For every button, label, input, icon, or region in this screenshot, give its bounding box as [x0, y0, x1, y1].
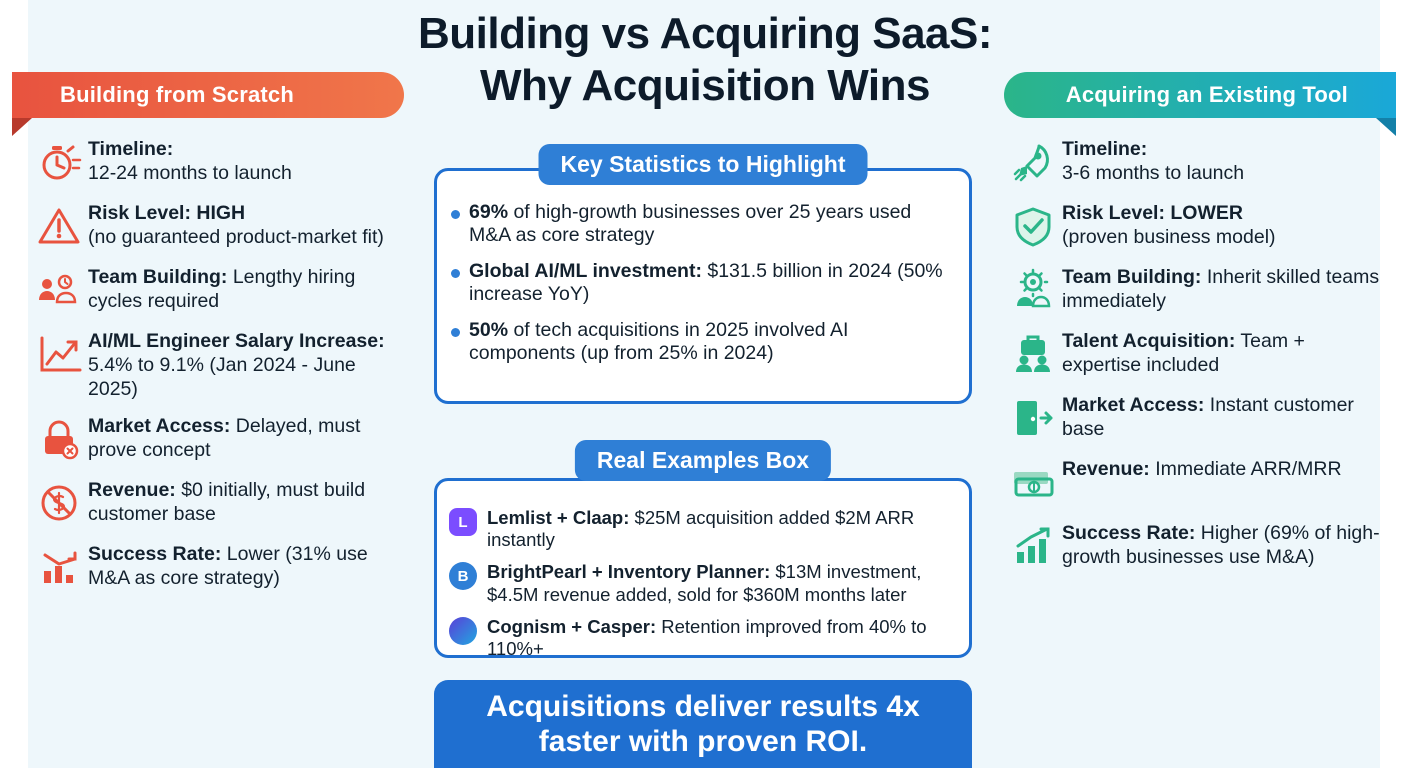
- right-banner-ribbon-tail: [1376, 118, 1396, 136]
- example-bold: Cognism + Casper:: [487, 615, 657, 637]
- list-item: [1004, 520, 1384, 572]
- list-item-text: [88, 136, 292, 186]
- warning-triangle-icon: [30, 200, 88, 252]
- shield-check-icon: [1004, 200, 1062, 252]
- list-item: [1004, 200, 1384, 252]
- example-row: [437, 561, 969, 605]
- list-item-rest: Lengthy hiring cycles required: [88, 266, 356, 312]
- bullet-dot-icon: [451, 269, 469, 278]
- lemlist-badge: L: [449, 508, 477, 536]
- list-item-bold: Revenue:: [1062, 458, 1150, 480]
- no-money-icon: [30, 477, 88, 529]
- brightpearl-logo-icon: [449, 561, 487, 590]
- list-item-bold: Revenue:: [88, 479, 176, 502]
- declining-bar-chart-icon: [30, 541, 88, 593]
- page-title: [350, 8, 1060, 112]
- list-item-rest: 12-24 months to launch: [88, 161, 292, 184]
- list-item-rest: $0 initially, must build customer base: [88, 479, 366, 526]
- statistic-text: [469, 201, 953, 248]
- list-item: [1004, 136, 1384, 188]
- example-rest: $25M acquisition added $2M ARR instantly: [487, 507, 915, 551]
- list-item: [30, 413, 410, 465]
- statistic-bold: 69%: [469, 201, 509, 223]
- list-item-rest: Inherit skilled teams immediately: [1062, 266, 1380, 312]
- list-item-rest: 5.4% to 9.1% (Jan 2024 - June 2025): [88, 353, 356, 400]
- list-item-rest: (no guaranteed product-market fit): [88, 225, 384, 248]
- statistic-bold: Global AI/ML investment:: [469, 259, 702, 282]
- key-statistics-panel: [434, 168, 972, 404]
- team-gear-icon: [1004, 264, 1062, 316]
- call-to-action-banner: [434, 680, 972, 768]
- statistic-text: [469, 319, 953, 366]
- list-item-bold: Success Rate:: [1062, 522, 1196, 544]
- list-item-bold: Market Access:: [88, 415, 231, 438]
- list-item-bold: Talent Acquisition:: [1062, 330, 1236, 352]
- list-item-bold: Timeline:: [88, 138, 174, 160]
- left-banner-label: Building from Scratch: [60, 82, 294, 107]
- right-banner-label: Acquiring an Existing Tool: [1065, 82, 1348, 107]
- statistic-rest: of high-growth businesses over 25 years used M&A as core strategy: [469, 201, 912, 247]
- example-text: [487, 507, 957, 551]
- list-item-rest: Immediate ARR/MRR: [1155, 458, 1342, 480]
- stopwatch-icon: [30, 136, 88, 188]
- cognism-logo-icon: [449, 616, 487, 645]
- list-item-text: [1062, 520, 1384, 570]
- example-text: [487, 616, 957, 660]
- left-column-banner: [12, 72, 404, 118]
- list-item: [30, 264, 410, 316]
- example-row: [437, 616, 969, 660]
- bullet-dot-icon: [451, 210, 469, 219]
- statistic-row: [437, 260, 969, 307]
- list-item-rest: Instant customer base: [1062, 394, 1354, 440]
- building-from-scratch-list: [30, 136, 410, 605]
- example-text: [487, 561, 957, 605]
- list-item-bold: Risk Level: HIGH: [88, 202, 246, 224]
- rising-bar-chart-icon: [1004, 520, 1062, 572]
- statistic-bold: 50%: [469, 318, 509, 341]
- list-item-bold: Team Building:: [1062, 266, 1202, 288]
- list-item: [30, 541, 410, 593]
- statistic-rest: $131.5 billion in 2024 (50% increase YoY): [469, 259, 943, 306]
- list-item: [30, 328, 410, 401]
- list-item-text: [88, 413, 410, 463]
- list-item-text: [1062, 456, 1342, 482]
- list-item-rest: Lower (31% use M&A as core strategy): [88, 543, 368, 590]
- list-item-rest: Delayed, must prove concept: [88, 415, 361, 462]
- statistic-row: [437, 201, 969, 248]
- bullet-dot-icon: [451, 328, 469, 337]
- list-item-text: [88, 541, 410, 591]
- page-title-line2: Why Acquisition Wins: [480, 60, 930, 110]
- list-item-bold: AI/ML Engineer Salary Increase:: [88, 330, 385, 352]
- list-item-text: [1062, 392, 1384, 442]
- real-examples-heading: Real Examples Box: [575, 440, 831, 481]
- list-item: [30, 200, 410, 252]
- left-banner-ribbon-tail: [12, 118, 32, 136]
- cta-line1: Acquisitions deliver results 4x: [486, 690, 920, 723]
- list-item-text: [88, 264, 410, 314]
- list-item-text: [88, 328, 410, 401]
- list-item-rest: Higher (69% of high-growth businesses use M&A): [1062, 522, 1380, 568]
- list-item-rest: (proven business model): [1062, 225, 1276, 248]
- list-item-text: [1062, 136, 1244, 186]
- list-item-rest: Team + expertise included: [1062, 330, 1305, 376]
- list-item-text: [1062, 200, 1276, 250]
- cash-icon: [1004, 456, 1062, 508]
- page-title-line1: Building vs Acquiring SaaS:: [417, 9, 993, 58]
- list-item-bold: Team Building:: [88, 266, 228, 288]
- example-row: [437, 507, 969, 551]
- key-statistics-heading: Key Statistics to Highlight: [539, 144, 868, 185]
- open-door-icon: [1004, 392, 1062, 444]
- list-item-bold: Market Access:: [1062, 394, 1205, 416]
- list-item-text: [88, 477, 410, 527]
- example-bold: Lemlist + Claap:: [487, 507, 630, 528]
- list-item: [1004, 264, 1384, 316]
- statistic-rest: of tech acquisitions in 2025 involved AI components (up from 25% in 2024): [469, 318, 849, 364]
- list-item-text: [1062, 328, 1384, 378]
- statistic-text: [469, 260, 953, 307]
- list-item: [1004, 392, 1384, 444]
- list-item: [30, 477, 410, 529]
- list-item-rest: 3-6 months to launch: [1062, 161, 1245, 184]
- example-bold: BrightPearl + Inventory Planner:: [487, 561, 771, 583]
- salary-chart-up-icon: [30, 328, 88, 380]
- lemlist-logo-icon: [449, 507, 487, 536]
- cognism-badge: [449, 617, 477, 645]
- team-clock-icon: [30, 264, 88, 316]
- example-rest: $13M investment, $4.5M revenue added, sold for $360M months later: [487, 561, 922, 605]
- list-item: [30, 136, 410, 188]
- rocket-icon: [1004, 136, 1062, 188]
- list-item-bold: Risk Level: LOWER: [1062, 202, 1243, 224]
- list-item: [1004, 328, 1384, 380]
- brightpearl-badge: B: [449, 562, 477, 590]
- list-item-text: [88, 200, 384, 250]
- list-item-text: [1062, 264, 1384, 314]
- briefcase-team-icon: [1004, 328, 1062, 380]
- example-rest: Retention improved from 40% to 110%+: [487, 615, 927, 659]
- real-examples-panel: [434, 478, 972, 658]
- list-item: [1004, 456, 1384, 508]
- right-column-banner: [1004, 72, 1396, 118]
- list-item-bold: Success Rate:: [88, 543, 222, 566]
- cta-line2: faster with proven ROI.: [538, 724, 868, 758]
- lock-icon: [30, 413, 88, 465]
- acquiring-existing-tool-list: [1004, 136, 1384, 584]
- list-item-bold: Timeline:: [1062, 138, 1148, 160]
- statistic-row: [437, 319, 969, 366]
